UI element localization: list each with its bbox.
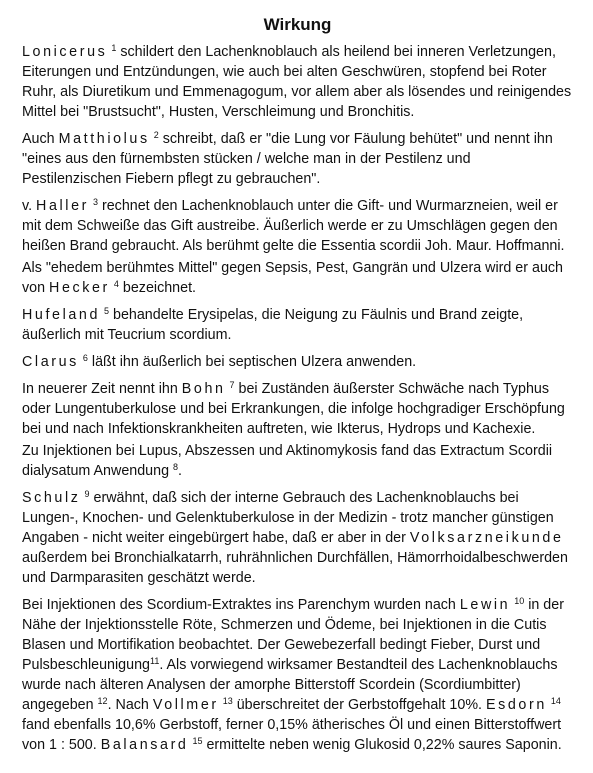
footnote-ref[interactable]: 10 — [514, 596, 525, 606]
footnote-ref[interactable]: 15 — [192, 736, 203, 746]
paragraph-injektionen: Zu Injektionen bei Lupus, Abszessen und Aktinomykosis fand das Extractum Scordii dialysatum Anwendung $^8$. — [22, 443, 553, 479]
paragraph-hufeland: Hufeland $^5$ behandelte Erysipelas, die Neigung zu Fäulnis und Brand zeigte, äußerlich mit Teucrium scordium. — [22, 306, 524, 343]
footnote-ref[interactable]: 13 — [222, 696, 233, 706]
paragraph-clarus: Clarus $^6$ läßt ihn äußerlich bei septischen Ulzera anwenden. — [22, 353, 417, 370]
paragraph-matthiolus: Auch Matthiolus $^2$ schreibt, daß er "die Lung vor Fäulung behütet" und nennt ihn "eines aus den fürnembsten stücken / welche man in der Pestilenz und Pestilenzischen Fiebern pflegt zu gebrauchen". — [22, 130, 553, 187]
author-name: Clarus — [22, 354, 79, 370]
footnote-ref[interactable]: 12 — [97, 696, 108, 706]
footnote-ref[interactable]: 2 — [153, 130, 159, 140]
paragraph-haller: v. Haller $^3$ rechnet den Lachenknoblauch unter die Gift- und Wurmarzneien, weil er mit dem Schweiße das Gift austreibe. Äußerlich werde er zu Umschlägen gegen den heißen Brand gebraucht. Als berühmt gelte die Essentia scordii Joh. Maur. Hoffmanni. — [22, 197, 565, 254]
author-name: Matthiolus — [58, 131, 150, 147]
author-name: Lewin — [459, 597, 511, 613]
section-heading: Wirkung — [263, 15, 332, 34]
footnote-ref[interactable]: 11 — [149, 656, 160, 666]
author-name: Vollmer — [152, 697, 219, 713]
footnote-ref[interactable]: 9 — [84, 489, 90, 499]
footnote-ref[interactable]: 8 — [173, 462, 179, 472]
author-name: Hecker — [49, 280, 110, 296]
author-name: Hufeland — [22, 307, 101, 323]
paragraph-lonicerus: Lonicerus $^1$ schildert den Lachenknoblauch als heilend bei inneren Verletzungen, Eiterungen und Entzündungen, wie auch bei alten Geschwüren, stopfend bei Roter Ruhr, als Diuretikum und Emmenagogum, vor allem aber als lösendes und reinigendes Mittel bei "Brustsucht", Husten, Verschleimung und Bronchitis. — [22, 43, 572, 120]
paragraph-scordium-extrakt: Bei Injektionen des Scordium-Extraktes ins Parenchym wurden nach Lewin $^{10}$ in der Nähe der Injektionsstelle Röte, Schmerzen und Ödeme, bei Injektionen in die Cutis Blasen und Mortifikation beobachtet. Der Gewebezerfall bedingt Fieber, Durst und Pulsbeschleunigung$^{11}$. Als vorwiegend wirksamer Bestandteil des Lachenknoblauchs wurde nach älteren Analysen der amorphe Bitterstoff Scordein (Scordiumbitter) angegeben $^{12}$. Nach Vollmer $^{13}$ überschreitet der Gerbstoffgehalt 10%. Esdorn $^{14}$ fand ebenfalls 10,6% Gerbstoff, ferner 0,15% ätherisches Öl und einen Bitterstoffwert von 1 : 500. Balansard $^{15}$ ermittelte neben wenig Glukosid 0,22% saures Saponin. — [22, 596, 564, 753]
author-name: Balansard — [100, 737, 189, 753]
footnote-ref[interactable]: 3 — [92, 197, 98, 207]
footnote-ref[interactable]: 7 — [229, 380, 235, 390]
author-name: Esdorn — [486, 697, 547, 713]
spaced-term: Volksarzneikunde — [409, 530, 564, 546]
footnote-ref[interactable]: 14 — [550, 696, 561, 706]
author-name: Bohn — [181, 381, 226, 397]
author-name: Schulz — [22, 490, 81, 506]
author-name: Haller — [36, 198, 89, 214]
paragraph-bohn: In neuerer Zeit nennt ihn Bohn $^7$ bei Zuständen äußerster Schwäche nach Typhus oder Lungentuberkulose und bei Erkrankungen, die infolge hochgradiger Erschöpfung bei und nach Infektionskrankheiten auftreten, wie Ikterus, Hydrops und Kachexie. — [22, 380, 565, 437]
paragraph-schulz: Schulz $^9$ erwähnt, daß sich der interne Gebrauch des Lachenknoblauchs bei Lungen-, Knochen- und Gelenktuberkulose in der Medizin - trotz mancher günstigen Angaben - nicht weiter eingebürgert habe, daß er aber in der Volksarzneikunde außerdem bei Bronchialkatarrh, ruhrähnlichen Durchfällen, Hämorrhoidalbeschwerden und Darmparasiten geschätzt werde. — [22, 489, 568, 586]
footnote-ref[interactable]: 4 — [113, 279, 119, 289]
footnote-ref[interactable]: 6 — [82, 353, 88, 363]
paragraph-hecker: Als "ehedem berühmtes Mittel" gegen Sepsis, Pest, Gangrän und Ulzera wird er auch von Hecker $^4$ bezeichnet. — [22, 260, 563, 296]
author-name: Lonicerus — [22, 44, 108, 60]
footnote-ref[interactable]: 5 — [104, 306, 110, 316]
footnote-ref[interactable]: 1 — [111, 43, 117, 53]
